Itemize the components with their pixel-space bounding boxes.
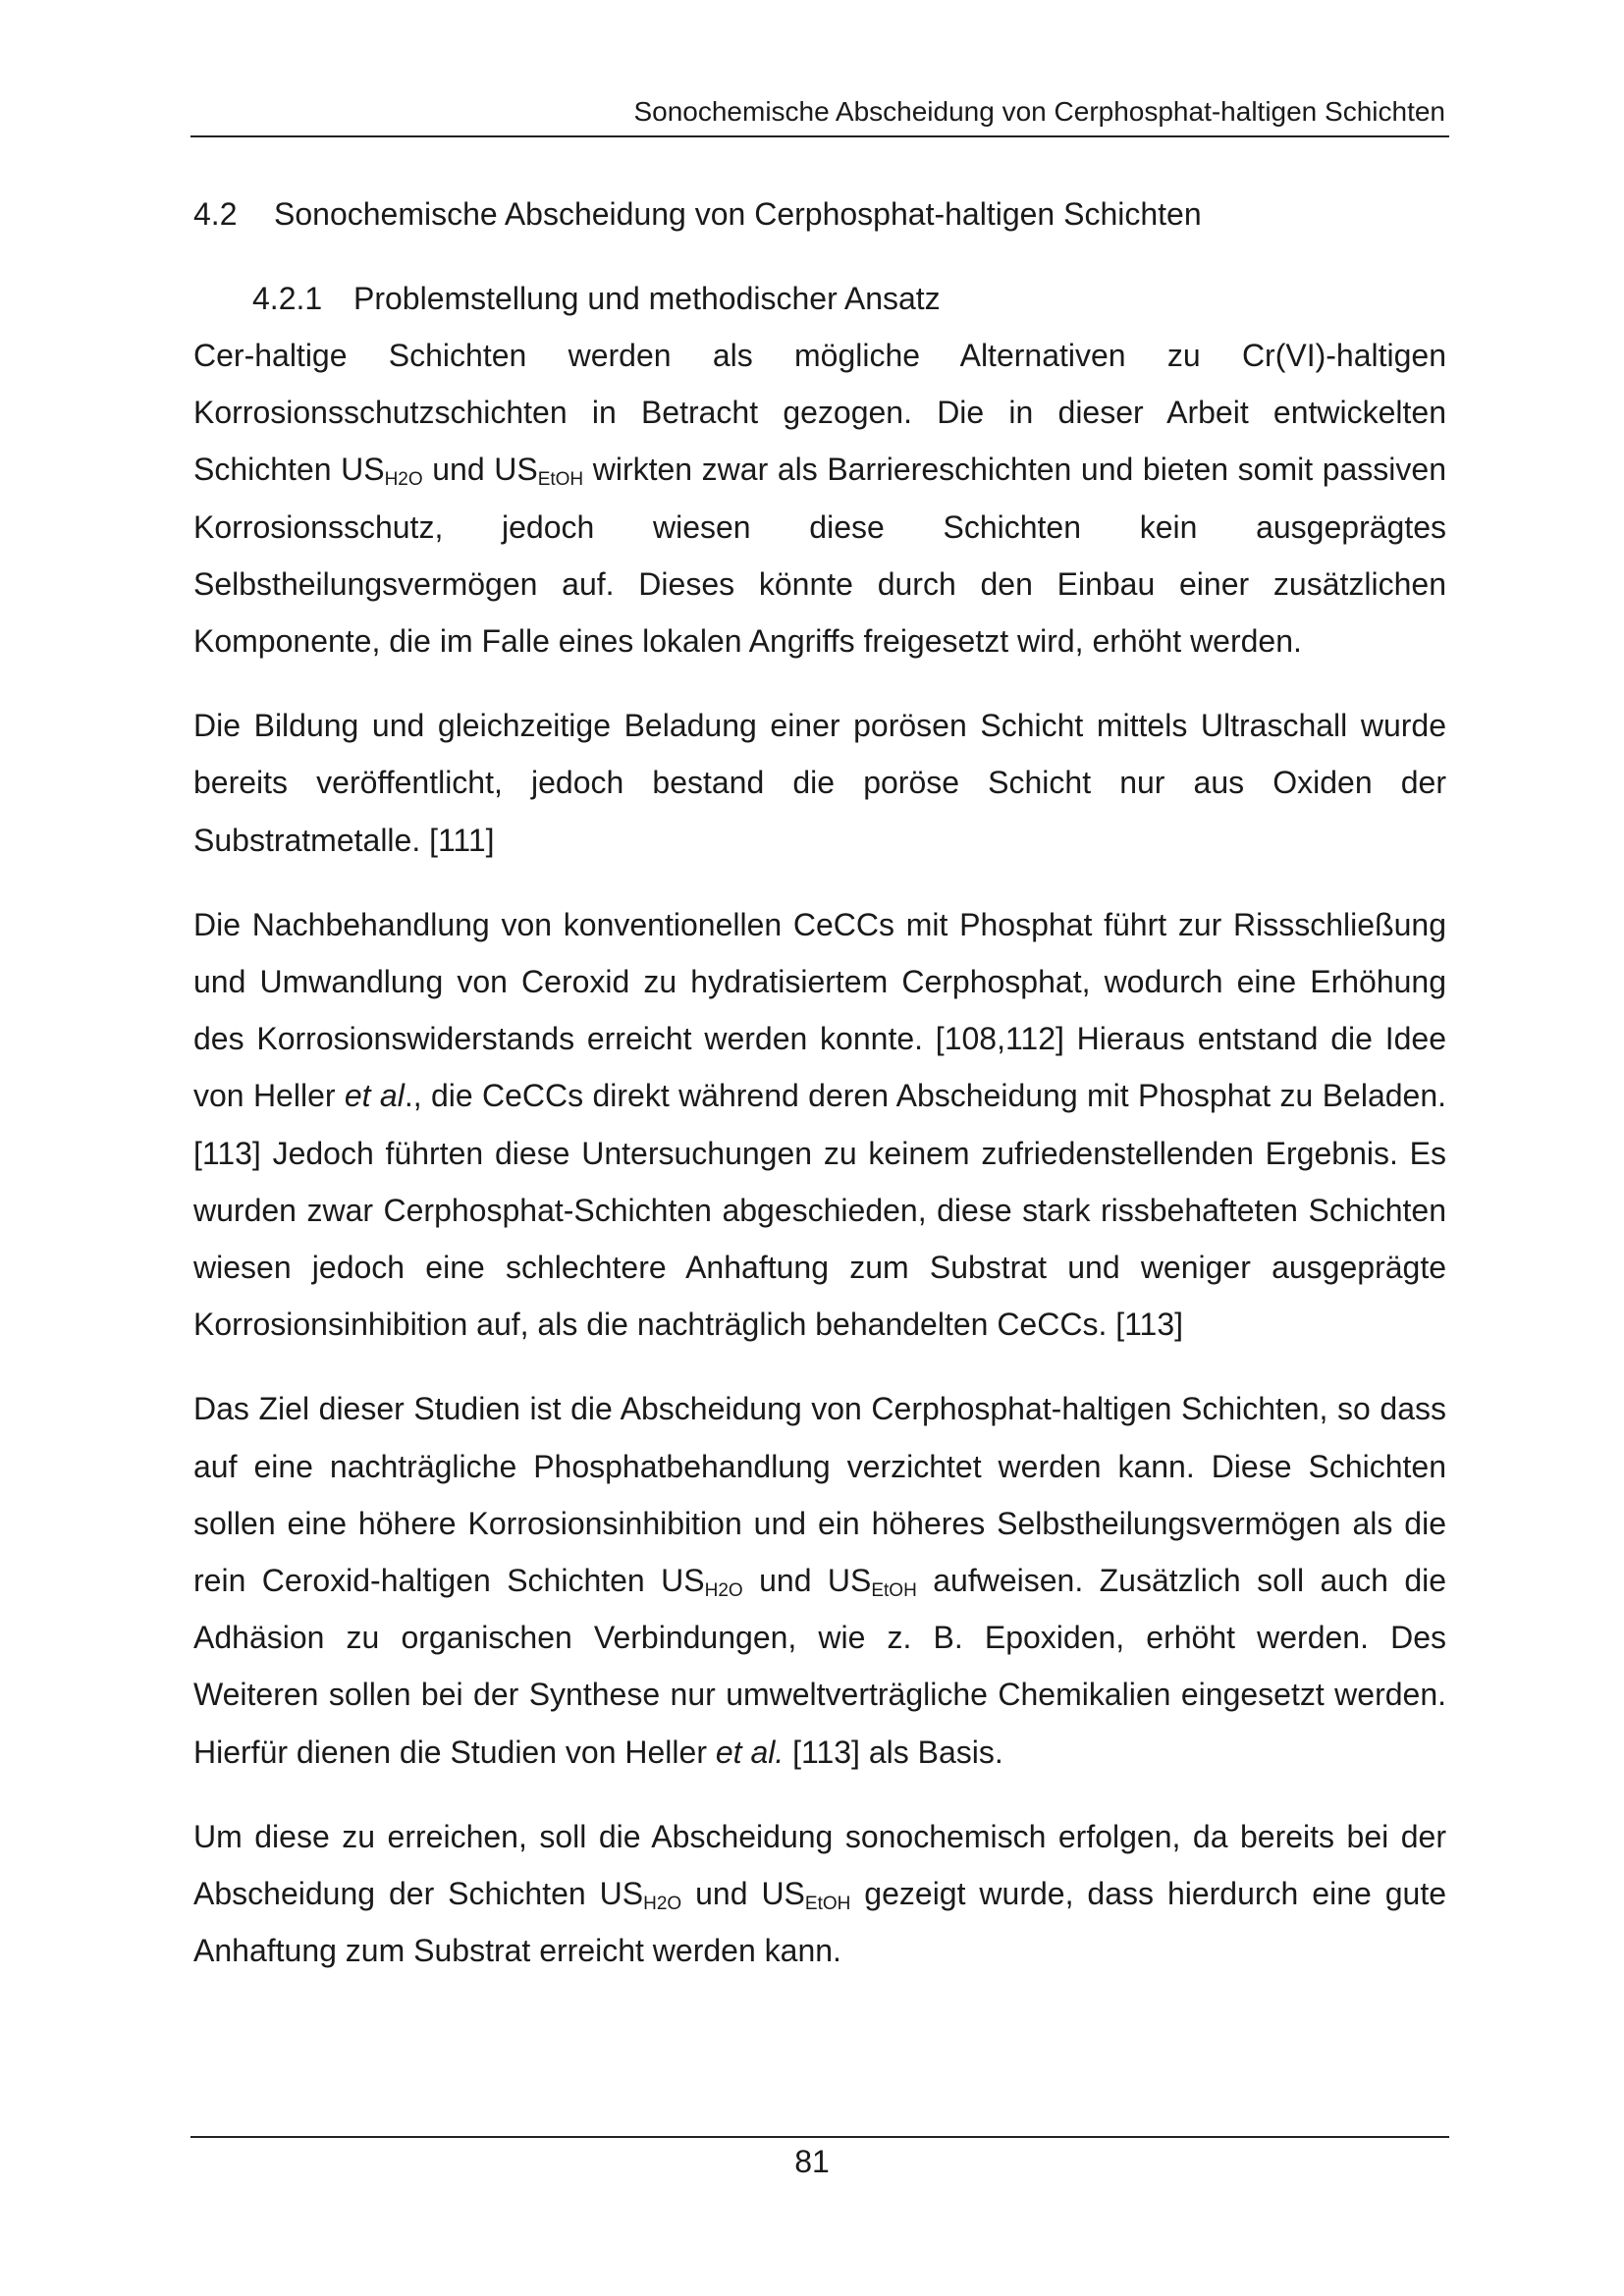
running-header: Sonochemische Abscheidung von Cerphosphat-haltigen Schichten [633, 96, 1445, 127]
subsection-heading [252, 279, 941, 318]
page-number: 81 [794, 2144, 830, 2179]
header-rule [190, 135, 1449, 137]
body-text [193, 327, 1446, 2006]
subsection-number: 4.2.1 [252, 281, 323, 316]
paragraph-5: Um diese zu erreichen, soll die Abscheidung sonochemisch erfolgen, da bereits bei der Abscheidung der Schichten $US_{H2O}$ und $US_{EtOH}$ gezeigt wurde, dass hierdurch eine gute Anhaftung zum Substrat erreicht werden kann. [193, 1818, 1447, 1969]
section-title: Sonochemische Abscheidung von Cerphosphat-haltigen Schichten [274, 196, 1202, 232]
section-heading [193, 194, 1202, 234]
paragraph-1: Cer-haltige Schichten werden als mögliche Alternativen zu Cr(VI)-haltigen Korrosionsschutzschichten in Betracht gezogen. Die in dieser Arbeit entwickelten Schichten $US_{H2O}$ und $US_{EtOH}$ wirkten zwar als Barriereschichten und bieten somit passiven Korrosionsschutz, jedoch wiesen diese Schichten kein ausgeprägtes Selbstheilungsvermögen auf. Dieses könnte durch den Einbau einer zusätzlichen Komponente, die im Falle eines lokalen Angriffs freigesetzt wird, erhöht werden. [193, 338, 1447, 660]
footer-rule [190, 2136, 1449, 2138]
section-number: 4.2 [193, 196, 238, 232]
paragraph-3: Die Nachbehandlung von konventionellen CeCCs mit Phosphat führt zur Rissschließung und Umwandlung von Ceroxid zu hydratisiertem Cerphosphat, wodurch eine Erhöhung des Korrosionswiderstands erreicht werden konnte. [108,112] Hieraus entstand die Idee von Heller et al., die CeCCs direkt während deren Abscheidung mit Phosphat zu Beladen. [113] Jedoch führten diese Untersuchungen zu keinem zufriedenstellenden Ergebnis. Es wurden zwar Cerphosphat-Schichten abgeschieden, diese stark rissbehafteten Schichten wiesen jedoch eine schlechtere Anhaftung zum Substrat und weniger ausgeprägte Korrosionsinhibition auf, als die nachträglich behandelten CeCCs. [113] [193, 906, 1447, 1343]
paragraph-2: Die Bildung und gleichzeitige Beladung einer porösen Schicht mittels Ultraschall wurde bereits veröffentlicht, jedoch bestand die poröse Schicht nur aus Oxiden der Substratmetalle. [111] [193, 708, 1446, 858]
subsection-title: Problemstellung und methodischer Ansatz [353, 281, 941, 316]
paragraph-4: Das Ziel dieser Studien ist die Abscheidung von Cerphosphat-haltigen Schichten, so dass auf eine nachträgliche Phosphatbehandlung verzichtet werden kann. Diese Schichten sollen eine höhere Korrosionsinhibition und ein höheres Selbstheilungsvermögen als die rein Ceroxid-haltigen Schichten $US_{H2O}$ und $US_{EtOH}$ aufweisen. Zusätzlich soll auch die Adhäsion zu organischen Verbindungen, wie z. B. Epoxiden, erhöht werden. Des Weiteren sollen bei der Synthese nur umweltverträgliche Chemikalien eingesetzt werden. Hierfür dienen die Studien von Heller et al. [113] als Basis. [193, 1391, 1447, 1770]
